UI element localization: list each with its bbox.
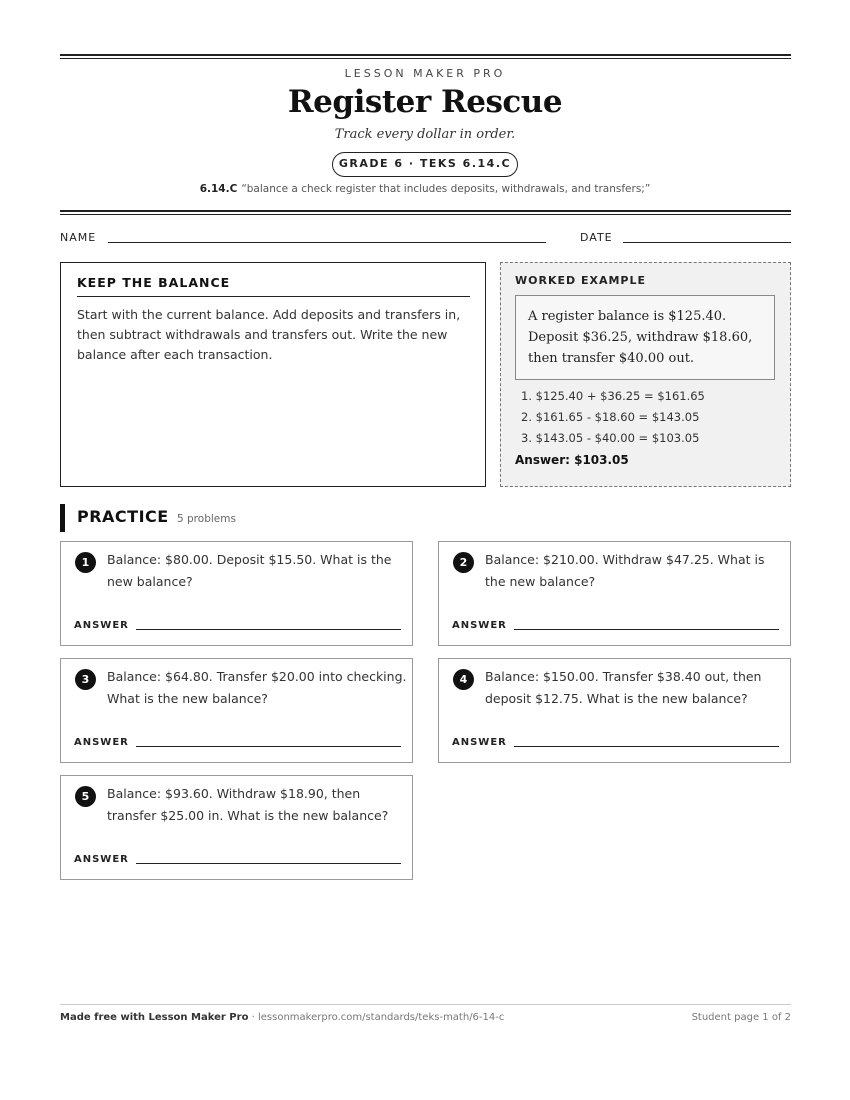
worked-step: 1. $125.40 + $36.25 = $161.65 bbox=[521, 389, 705, 403]
problem-text: Balance: $80.00. Deposit $15.50. What is the new balance? bbox=[107, 552, 392, 589]
standard-description bbox=[0, 183, 850, 195]
keep-balance-text: Start with the current balance. Add deposits and transfers in, then subtract withdrawals and transfers out. Write the new balance after each transaction. bbox=[77, 307, 461, 362]
date-field[interactable] bbox=[623, 242, 791, 243]
keep-balance-title: KEEP THE BALANCE bbox=[77, 275, 470, 297]
problem-card-5 bbox=[60, 775, 413, 880]
problem-card-1 bbox=[60, 541, 413, 646]
standard-text: “balance a check register that includes deposits, withdrawals, and transfers;” bbox=[241, 183, 651, 195]
page-subtitle: Track every dollar in order. bbox=[334, 127, 516, 142]
problem-text: Balance: $150.00. Transfer $38.40 out, then deposit $12.75. What is the new balance? bbox=[485, 669, 762, 706]
answer-line[interactable] bbox=[514, 746, 779, 747]
problem-card-3 bbox=[60, 658, 413, 763]
answer-label: ANSWER bbox=[452, 737, 507, 748]
footer-credit bbox=[60, 1012, 504, 1023]
worked-example-problem: A register balance is $125.40. Deposit $36.25, withdraw $18.60, then transfer $40.00 out. bbox=[515, 295, 775, 380]
footer-made-with: Made free with Lesson Maker Pro bbox=[60, 1012, 249, 1023]
name-field[interactable] bbox=[108, 242, 546, 243]
page-title: Register Rescue bbox=[287, 84, 563, 120]
problem-card-4 bbox=[438, 658, 791, 763]
footer-url[interactable]: lessonmakerpro.com/standards/teks-math/6-14-c bbox=[257, 1012, 505, 1023]
answer-line[interactable] bbox=[136, 746, 401, 747]
problem-card-2 bbox=[438, 541, 791, 646]
problem-text: Balance: $210.00. Withdraw $47.25. What is the new balance? bbox=[485, 552, 765, 589]
practice-count: 5 problems bbox=[177, 513, 236, 525]
footer-rule bbox=[60, 1004, 791, 1005]
problem-number: 5 bbox=[75, 786, 96, 807]
answer-line[interactable] bbox=[136, 863, 401, 864]
worked-example-answer: Answer: $103.05 bbox=[515, 453, 629, 467]
standard-code: 6.14.C bbox=[199, 183, 238, 195]
worked-example-panel bbox=[500, 262, 791, 487]
footer-separator: · bbox=[248, 1012, 258, 1023]
problem-number: 3 bbox=[75, 669, 96, 690]
answer-label: ANSWER bbox=[452, 620, 507, 631]
practice-accent-bar bbox=[60, 504, 65, 532]
problem-number: 1 bbox=[75, 552, 96, 573]
answer-label: ANSWER bbox=[74, 854, 129, 865]
answer-label: ANSWER bbox=[74, 620, 129, 631]
worked-example-steps bbox=[515, 386, 776, 449]
header-top-rule bbox=[60, 54, 791, 59]
footer-page-number: Student page 1 of 2 bbox=[691, 1012, 791, 1023]
answer-label: ANSWER bbox=[74, 737, 129, 748]
answer-line[interactable] bbox=[514, 629, 779, 630]
worked-step: 3. $143.05 - $40.00 = $103.05 bbox=[521, 431, 700, 445]
worked-example-title: WORKED EXAMPLE bbox=[515, 274, 646, 287]
problem-text: Balance: $64.80. Transfer $20.00 into checking. What is the new balance? bbox=[107, 669, 407, 706]
worked-step: 2. $161.65 - $18.60 = $143.05 bbox=[521, 410, 700, 424]
problem-number: 4 bbox=[453, 669, 474, 690]
keep-balance-panel bbox=[60, 262, 486, 487]
grade-badge: GRADE 6 · TEKS 6.14.C bbox=[332, 152, 518, 177]
problem-text: Balance: $93.60. Withdraw $18.90, then transfer $25.00 in. What is the new balance? bbox=[107, 786, 389, 823]
date-label: DATE bbox=[580, 231, 613, 244]
problem-number: 2 bbox=[453, 552, 474, 573]
name-label: NAME bbox=[60, 231, 97, 244]
header-bottom-rule bbox=[60, 210, 791, 215]
practice-heading: PRACTICE bbox=[77, 507, 169, 526]
answer-line[interactable] bbox=[136, 629, 401, 630]
brand-name: LESSON MAKER PRO bbox=[344, 67, 506, 80]
